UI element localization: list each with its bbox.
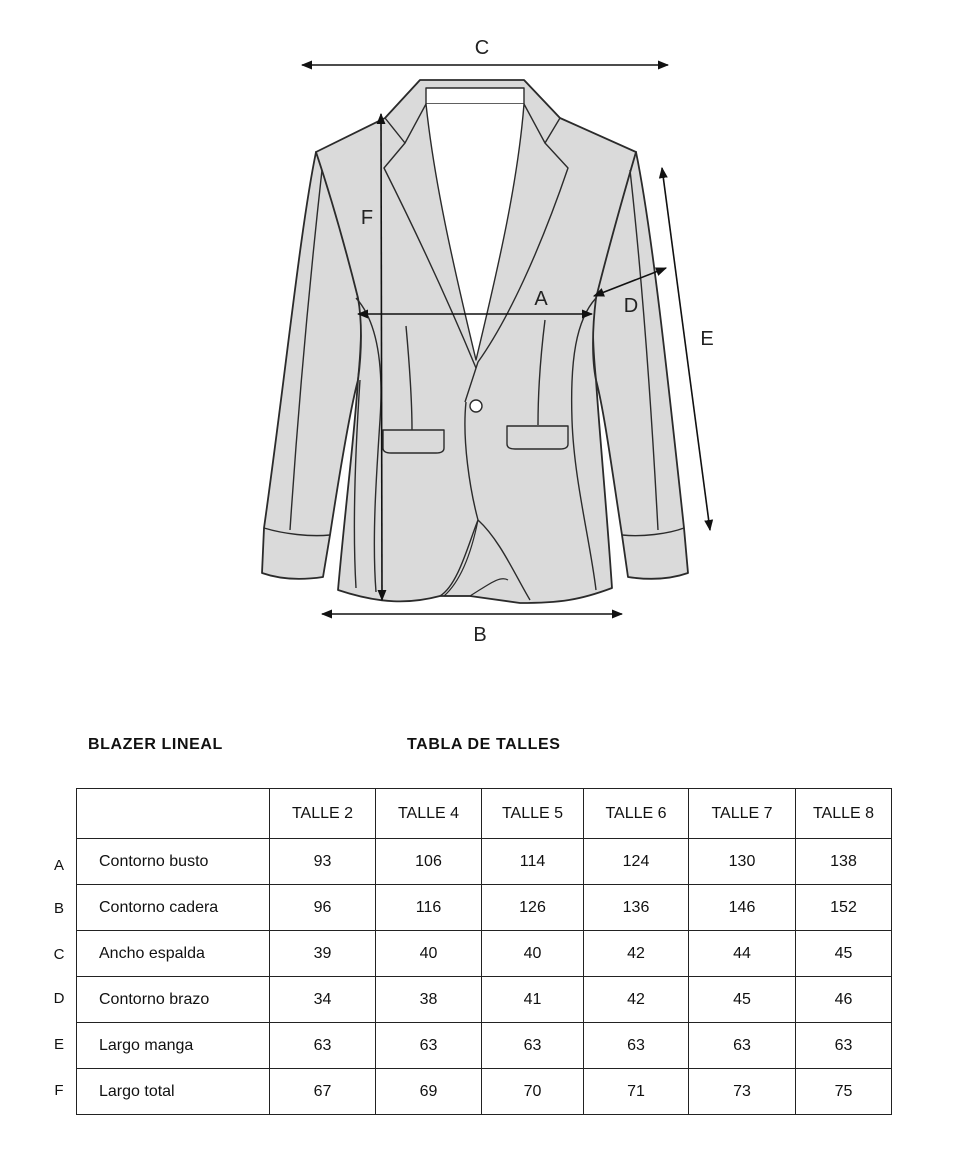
size-header: TALLE 7 — [689, 789, 796, 839]
table-cell: 75 — [796, 1069, 892, 1115]
table-cell: 39 — [270, 931, 376, 977]
table-row — [77, 1023, 892, 1069]
label-c: C — [474, 37, 490, 59]
row-letter-d: D — [53, 990, 65, 1007]
arrow-f — [381, 114, 382, 600]
table-cell: 42 — [584, 977, 689, 1023]
table-cell: 45 — [689, 977, 796, 1023]
table-cell: 42 — [584, 931, 689, 977]
table-row — [77, 1069, 892, 1115]
table-cell: 106 — [376, 839, 482, 885]
table-row — [77, 885, 892, 931]
table-cell: 126 — [482, 885, 584, 931]
table-cell: 63 — [796, 1023, 892, 1069]
label-d: D — [623, 295, 639, 317]
size-header: TALLE 2 — [270, 789, 376, 839]
row-letter-e: E — [53, 1036, 64, 1053]
measure-label: Contorno brazo — [77, 977, 270, 1023]
table-cell: 40 — [376, 931, 482, 977]
label-e: E — [700, 328, 714, 350]
table-cell: 96 — [270, 885, 376, 931]
left-pocket-flap — [383, 430, 444, 453]
table-cell: 63 — [482, 1023, 584, 1069]
row-letter-f: F — [54, 1082, 64, 1099]
table-cell: 93 — [270, 839, 376, 885]
measure-label: Largo total — [77, 1069, 270, 1115]
table-cell: 63 — [270, 1023, 376, 1069]
size-header: TALLE 8 — [796, 789, 892, 839]
table-row — [77, 931, 892, 977]
header-empty-cell — [77, 789, 270, 839]
front-button — [470, 400, 482, 412]
table-row — [77, 977, 892, 1023]
table-cell: 130 — [689, 839, 796, 885]
table-cell: 34 — [270, 977, 376, 1023]
right-pocket-flap — [507, 426, 568, 449]
table-cell: 63 — [689, 1023, 796, 1069]
measure-label: Largo manga — [77, 1023, 270, 1069]
table-cell: 124 — [584, 839, 689, 885]
row-letter-b: B — [53, 900, 64, 917]
table-cell: 44 — [689, 931, 796, 977]
table-cell: 67 — [270, 1069, 376, 1115]
table-header-row — [77, 789, 892, 839]
table-cell: 70 — [482, 1069, 584, 1115]
table-cell: 69 — [376, 1069, 482, 1115]
size-table — [76, 788, 892, 1115]
table-cell: 138 — [796, 839, 892, 885]
table-cell: 152 — [796, 885, 892, 931]
table-cell: 38 — [376, 977, 482, 1023]
table-cell: 114 — [482, 839, 584, 885]
label-a: A — [534, 288, 548, 310]
table-cell: 63 — [584, 1023, 689, 1069]
table-row — [77, 839, 892, 885]
table-cell: 63 — [376, 1023, 482, 1069]
measure-label: Ancho espalda — [77, 931, 270, 977]
table-cell: 73 — [689, 1069, 796, 1115]
table-title: TABLA DE TALLES — [407, 736, 561, 753]
table-cell: 46 — [796, 977, 892, 1023]
size-header: TALLE 4 — [376, 789, 482, 839]
table-cell: 71 — [584, 1069, 689, 1115]
size-header: TALLE 5 — [482, 789, 584, 839]
table-cell: 146 — [689, 885, 796, 931]
measure-label: Contorno busto — [77, 839, 270, 885]
table-cell: 116 — [376, 885, 482, 931]
table-cell: 45 — [796, 931, 892, 977]
label-b: B — [473, 624, 487, 646]
inner-collar — [426, 88, 524, 104]
row-letter-c: C — [53, 946, 65, 963]
row-letter-a: A — [53, 857, 64, 874]
product-name: BLAZER LINEAL — [88, 736, 223, 753]
label-f: F — [360, 207, 374, 229]
table-cell: 41 — [482, 977, 584, 1023]
table-cell: 136 — [584, 885, 689, 931]
measure-label: Contorno cadera — [77, 885, 270, 931]
size-header: TALLE 6 — [584, 789, 689, 839]
table-cell: 40 — [482, 931, 584, 977]
